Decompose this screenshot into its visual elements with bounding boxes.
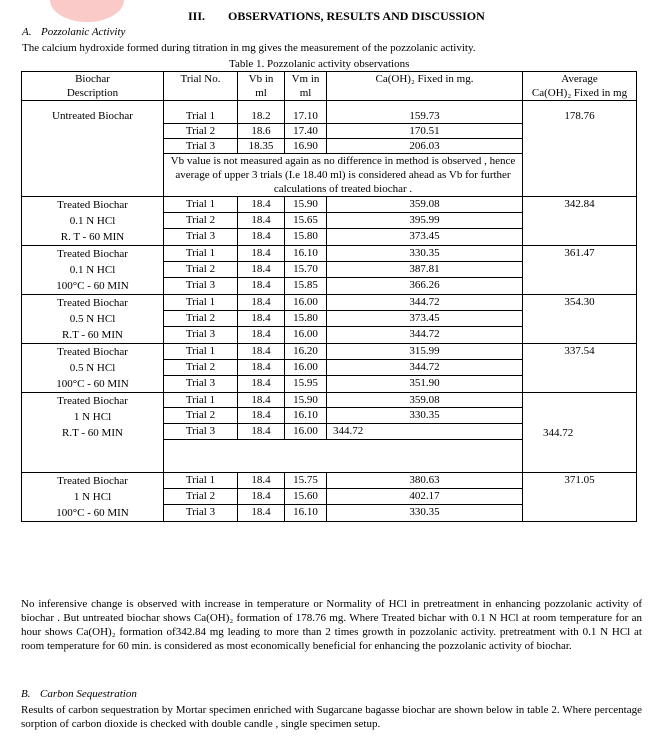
table-header-row (22, 72, 637, 101)
pink-highlight-mark (50, 0, 124, 22)
caoh-value: 380.63 (327, 473, 523, 489)
table-caption: Table 1. Pozzolanic activity observations (229, 58, 410, 70)
section-number: III. (188, 9, 206, 23)
vm-value: 17.40 (285, 124, 327, 139)
caoh-value: 373.45 (327, 229, 523, 246)
average-value: 337.54 (523, 344, 637, 393)
caoh-value: 170.51 (327, 124, 523, 139)
description-line: 100°C - 60 MIN (56, 280, 129, 292)
description-line: 0.5 N HCl (69, 362, 116, 374)
trial-no: Trial 1 (164, 393, 238, 408)
header-vm: Vm in ml (285, 72, 327, 101)
caoh-value: 366.26 (327, 278, 523, 295)
vm-value: 15.95 (285, 376, 327, 393)
vb-value: 18.4 (238, 310, 285, 327)
biochar-description (22, 197, 164, 246)
table-note: Vb value is not measured again as no difference in method is observed , hence average of upper 3 trials (I.e 18.40 ml) is considered ahead as Vb for further calculations of treated biochar . (164, 154, 523, 197)
caoh-value: 344.72 (327, 295, 523, 311)
table-row (22, 101, 637, 124)
vb-value: 18.4 (238, 393, 285, 408)
description-line: R.T - 60 MIN (62, 329, 123, 341)
description-line: 0.1 N HCl (69, 215, 116, 227)
description-line: Treated Biochar (57, 346, 128, 358)
description-line: 1 N HCl (73, 411, 112, 423)
description-line: Treated Biochar (57, 199, 128, 211)
description-line: 1 N HCl (73, 491, 112, 503)
description-line: R.T - 60 MIN (62, 427, 123, 439)
table-row (22, 393, 637, 408)
vb-value: 18.6 (238, 124, 285, 139)
trial-no: Trial 3 (164, 278, 238, 295)
trial-no: Trial 2 (164, 359, 238, 376)
header-caoh-fixed: Ca(OH)₂ Fixed in mg. (327, 72, 523, 101)
average-value: 361.47 (523, 246, 637, 295)
header-average: Average Ca(OH)₂ Fixed in mg (523, 72, 637, 101)
biochar-description (22, 295, 164, 344)
vm-value: 15.65 (285, 212, 327, 229)
biochar-description (22, 246, 164, 295)
description-line: R. T - 60 MIN (60, 231, 125, 243)
header-biochar-description: Biochar Description (22, 72, 164, 101)
caoh-value: 359.08 (327, 197, 523, 213)
subsection-a-letter: A. (22, 26, 32, 38)
caoh-value: 344.72 (327, 424, 523, 440)
subsection-a-title: Pozzolanic Activity (41, 26, 126, 38)
caoh-value: 359.08 (327, 393, 523, 408)
vb-value: 18.4 (238, 359, 285, 376)
vm-value: 15.90 (285, 393, 327, 408)
vm-value: 16.00 (285, 295, 327, 311)
caoh-value: 387.81 (327, 261, 523, 278)
header-vb: Vb in ml (238, 72, 285, 101)
table-row (22, 473, 637, 489)
description-line: 100°C - 60 MIN (56, 507, 129, 519)
description-line: Untreated Biochar (52, 110, 133, 122)
vm-value: 15.60 (285, 488, 327, 505)
table-row (22, 295, 637, 311)
header-trial-no: Trial No. (164, 72, 238, 101)
biochar-description (22, 344, 164, 393)
vm-value: 16.20 (285, 344, 327, 360)
vb-value: 18.4 (238, 488, 285, 505)
vb-value: 18.4 (238, 473, 285, 489)
average-value: 178.76 (523, 101, 637, 197)
vm-value: 16.90 (285, 139, 327, 154)
vm-value: 15.75 (285, 473, 327, 489)
subsection-b-heading (21, 688, 137, 700)
vm-value: 17.10 (285, 101, 327, 124)
biochar-description (22, 473, 164, 522)
trial-no: Trial 2 (164, 212, 238, 229)
section-heading (188, 9, 485, 24)
vm-value: 15.90 (285, 197, 327, 213)
vb-value: 18.4 (238, 261, 285, 278)
average-value: 371.05 (523, 473, 637, 522)
average-value: 342.84 (523, 197, 637, 246)
caoh-value: 395.99 (327, 212, 523, 229)
discussion-paragraph: No inferensive change is observed with increase in temperature or Normality of HCl in pretreatment in enhancing pozzolanic activity of biochar . But untreated biochar shows Ca(OH)₂ formation of 178.76 mg. Where Treated bichar with 0.1 N HCl at room temperature for an hour shows Ca(OH)₂ formation of342.84 mg leading to more than 2 times growth in pozzolanic activity. pretreatment with 0.1 N HCl at room temperature for 60 min. is considered as most economically beneficial for enhancing the pozzolanic activity of biochar. (21, 598, 642, 652)
trial-no: Trial 1 (164, 197, 238, 213)
description-line: 0.1 N HCl (69, 264, 116, 276)
intro-text: The calcium hydroxide formed during titration in mg gives the measurement of the pozzolanic activity. (22, 42, 476, 54)
description-line: Treated Biochar (57, 395, 128, 407)
vm-value: 15.85 (285, 278, 327, 295)
vb-value: 18.4 (238, 229, 285, 246)
average-value: 344.72 (523, 393, 637, 473)
table-row (22, 197, 637, 213)
trial-no: Trial 3 (164, 139, 238, 154)
vb-value: 18.4 (238, 197, 285, 213)
vb-value: 18.4 (238, 295, 285, 311)
vb-value: 18.4 (238, 424, 285, 440)
description-line: 0.5 N HCl (69, 313, 116, 325)
trial-no: Trial 2 (164, 310, 238, 327)
vb-value: 18.4 (238, 246, 285, 262)
trial-no: Trial 3 (164, 327, 238, 344)
vm-value: 15.80 (285, 229, 327, 246)
description-line: Treated Biochar (57, 248, 128, 260)
vb-value: 18.4 (238, 344, 285, 360)
subsection-a-heading (22, 26, 125, 38)
caoh-value: 351.90 (327, 376, 523, 393)
vb-value: 18.4 (238, 376, 285, 393)
vm-value: 15.80 (285, 310, 327, 327)
biochar-description (22, 101, 164, 197)
vb-value: 18.4 (238, 408, 285, 424)
trial-no: Trial 2 (164, 408, 238, 424)
trial-no: Trial 1 (164, 101, 238, 124)
vb-value: 18.4 (238, 327, 285, 344)
vb-value: 18.4 (238, 212, 285, 229)
caoh-value: 330.35 (327, 246, 523, 262)
vm-value: 16.10 (285, 505, 327, 522)
vm-value: 16.10 (285, 246, 327, 262)
trial-no: Trial 2 (164, 124, 238, 139)
description-line: 100°C - 60 MIN (56, 378, 129, 390)
pozzolanic-activity-table (21, 71, 637, 522)
section-title: OBSERVATIONS, RESULTS AND DISCUSSION (228, 9, 485, 23)
trial-no: Trial 1 (164, 344, 238, 360)
vb-value: 18.4 (238, 278, 285, 295)
trial-no: Trial 1 (164, 295, 238, 311)
caoh-value: 344.72 (327, 327, 523, 344)
vm-value: 16.10 (285, 408, 327, 424)
caoh-value: 315.99 (327, 344, 523, 360)
trial-no: Trial 1 (164, 473, 238, 489)
subsection-b-title: Carbon Sequestration (40, 688, 137, 700)
caoh-value: 330.35 (327, 505, 523, 522)
trial-no: Trial 3 (164, 229, 238, 246)
vm-value: 16.00 (285, 424, 327, 440)
table-row (22, 344, 637, 360)
trial-no: Trial 3 (164, 376, 238, 393)
vb-value: 18.35 (238, 139, 285, 154)
caoh-value: 159.73 (327, 101, 523, 124)
caoh-value: 373.45 (327, 310, 523, 327)
vb-value: 18.2 (238, 101, 285, 124)
average-value: 354.30 (523, 295, 637, 344)
trial-no: Trial 1 (164, 246, 238, 262)
vb-value: 18.4 (238, 505, 285, 522)
spacer-cell (164, 440, 523, 473)
trial-no: Trial 2 (164, 488, 238, 505)
vm-value: 16.00 (285, 359, 327, 376)
table-row (22, 246, 637, 262)
caoh-value: 344.72 (327, 359, 523, 376)
caoh-value: 402.17 (327, 488, 523, 505)
caoh-value: 206.03 (327, 139, 523, 154)
trial-no: Trial 3 (164, 505, 238, 522)
vm-value: 15.70 (285, 261, 327, 278)
vm-value: 16.00 (285, 327, 327, 344)
subsection-b-letter: B. (21, 688, 31, 700)
trial-no: Trial 3 (164, 424, 238, 440)
trial-no: Trial 2 (164, 261, 238, 278)
description-line: Treated Biochar (57, 297, 128, 309)
description-line: Treated Biochar (57, 475, 128, 487)
biochar-description (22, 393, 164, 473)
caoh-value: 330.35 (327, 408, 523, 424)
subsection-b-text: Results of carbon sequestration by Mortar specimen enriched with Sugarcane bagasse biochar are shown below in table 2. Where percentage sorption of carbon dioxide is checked with double candle , single specimen setup. (21, 704, 642, 730)
